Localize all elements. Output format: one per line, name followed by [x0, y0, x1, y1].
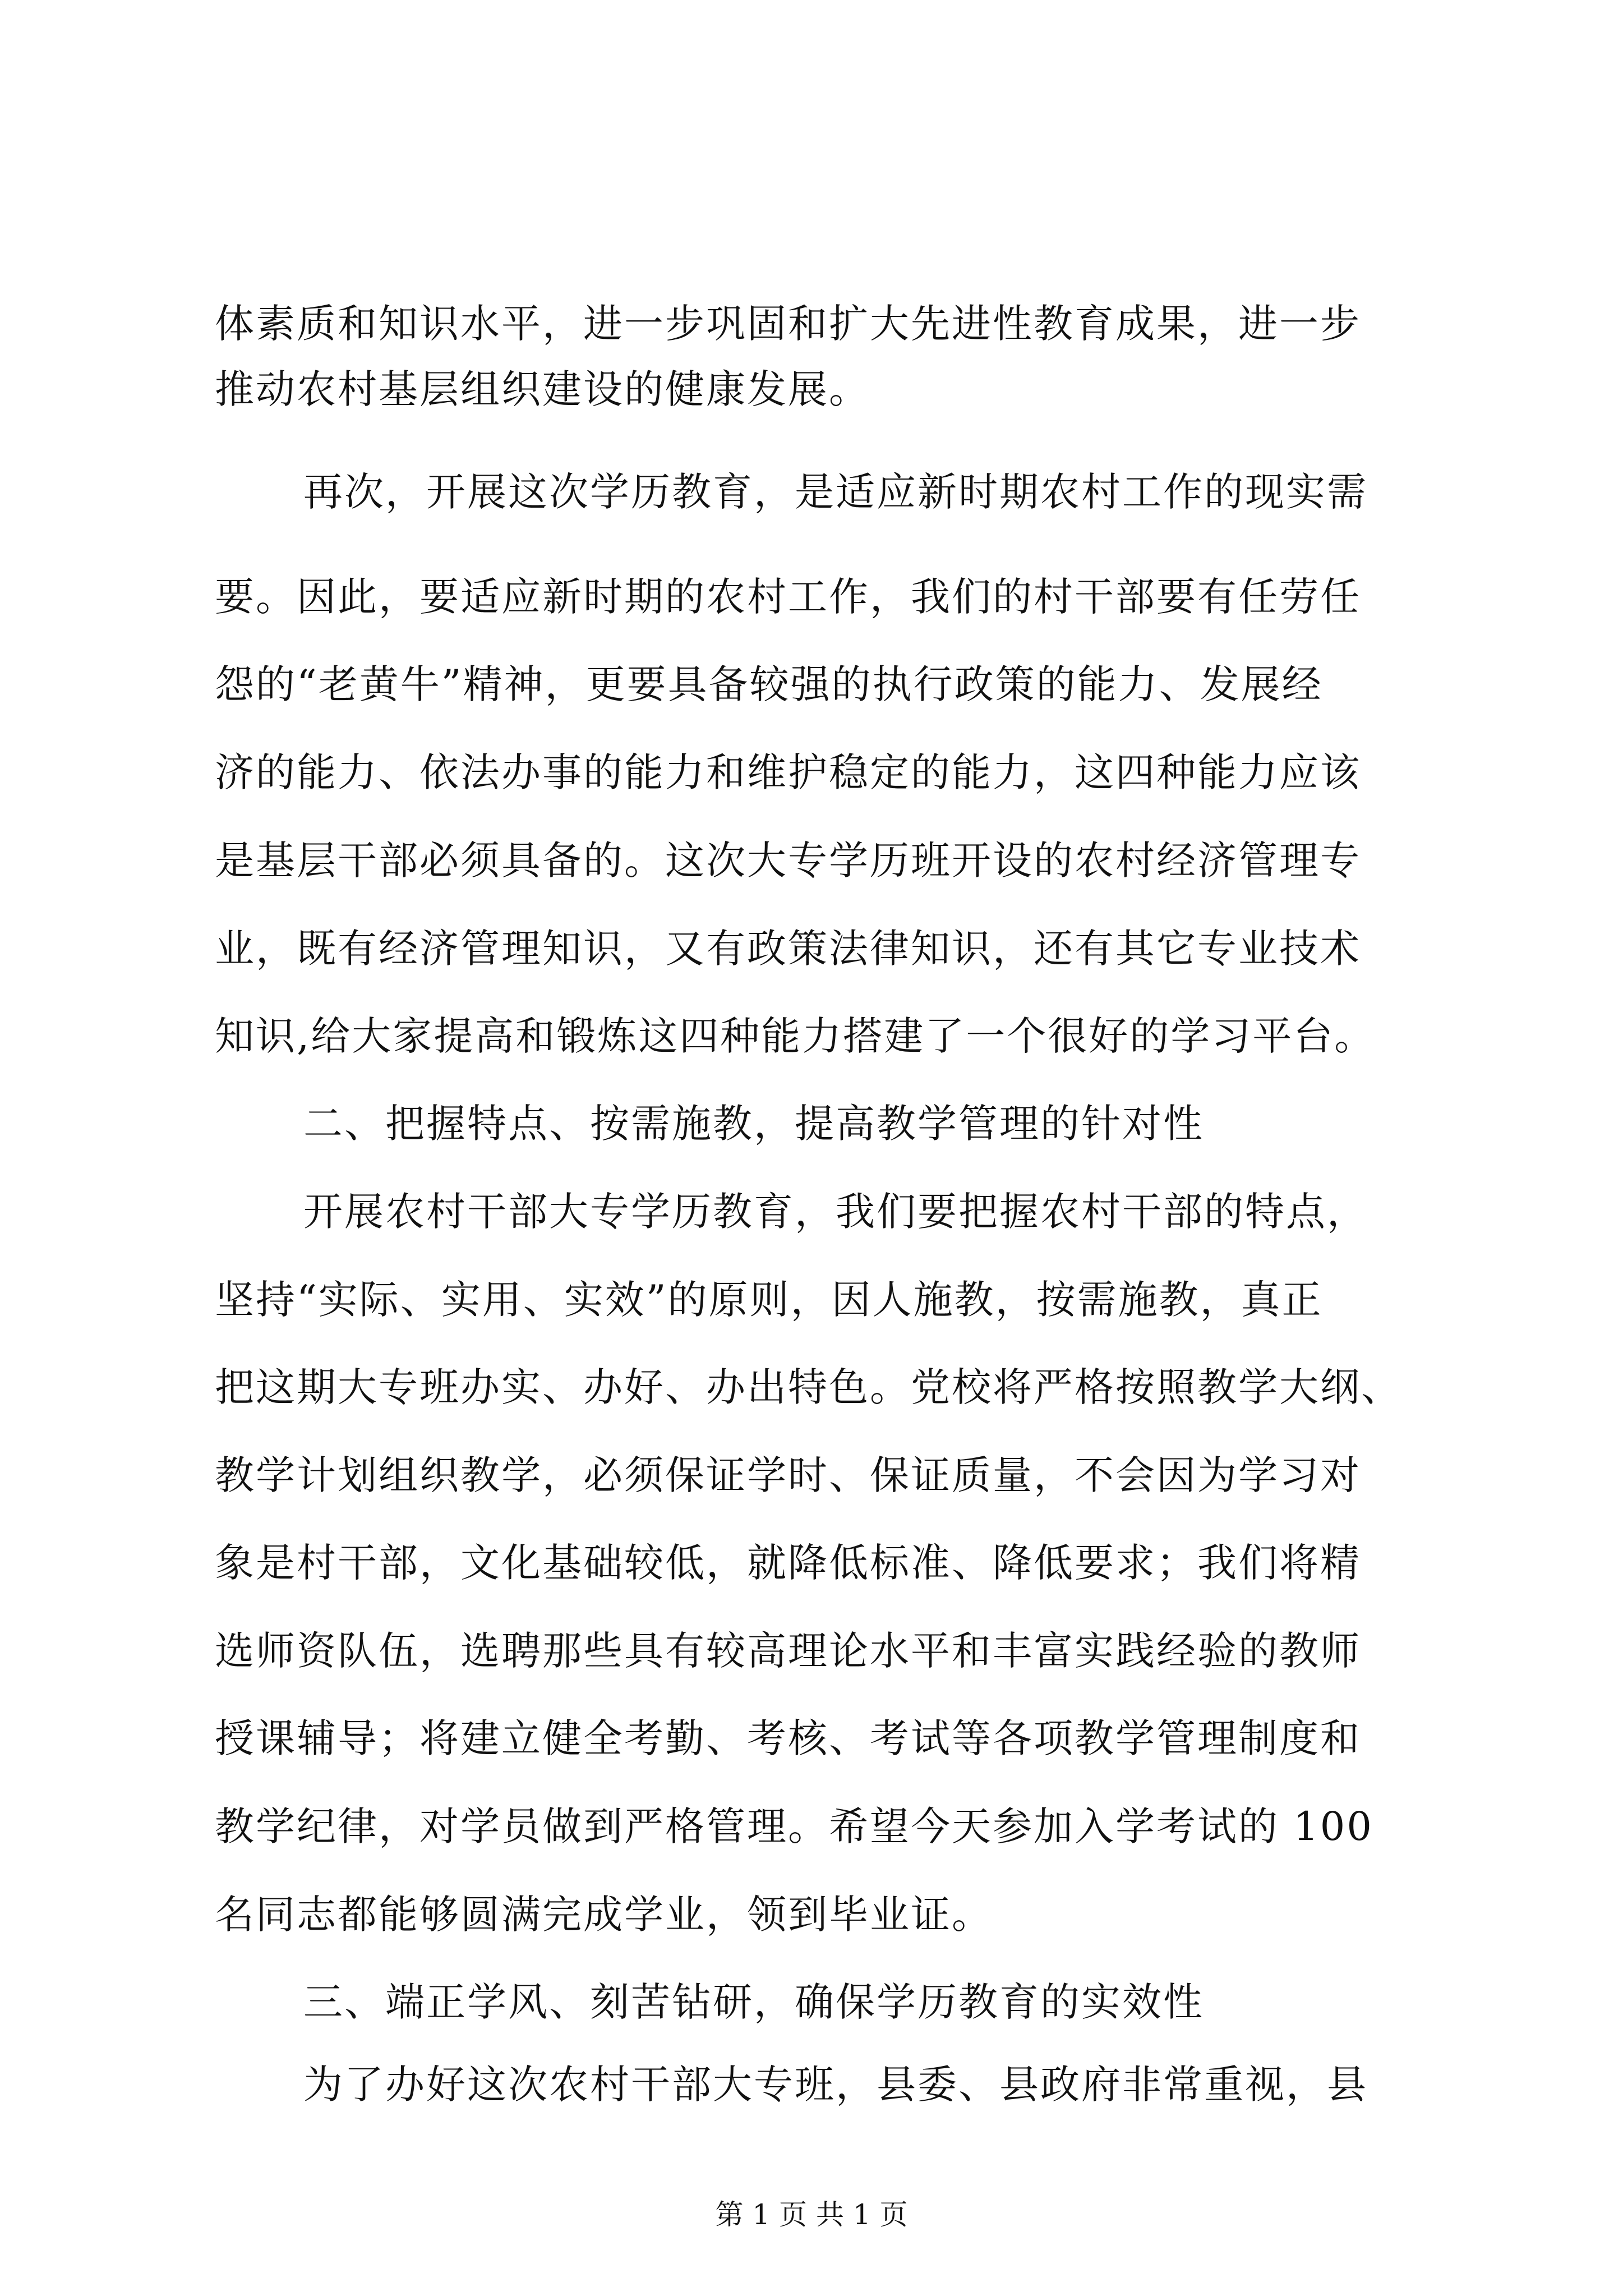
body-line-6: 济的能力、依法办事的能力和维护稳定的能力，这四种能力应该	[215, 749, 1361, 795]
body-line-17: 授课辅导；将建立健全考勤、考核、考试等各项教学管理制度和	[215, 1715, 1361, 1761]
body-line-9: 知识,给大家提高和锻炼这四种能力搭建了一个很好的学习平台。	[215, 1013, 1376, 1059]
body-line-5: 怨的“老黄牛”精神，更要具备较强的执行政策的能力、发展经	[215, 661, 1323, 707]
body-line-7: 是基层干部必须具备的。这次大专学历班开设的农村经济管理专	[215, 838, 1361, 884]
body-line-18: 教学纪律，对学员做到严格管理。希望今天参加入学考试的 100	[215, 1803, 1373, 1849]
body-line-3: 再次，开展这次学历教育，是适应新时期农村工作的现实需	[303, 469, 1368, 515]
body-line-15: 象是村干部，文化基础较低，就降低标准、降低要求；我们将精	[215, 1540, 1361, 1586]
body-line-8: 业，既有经济管理知识，又有政策法律知识，还有其它专业技术	[215, 926, 1361, 972]
body-line-13: 把这期大专班办实、办好、办出特色。党校将严格按照教学大纲、	[215, 1364, 1402, 1410]
body-line-11: 开展农村干部大专学历教育，我们要把握农村干部的特点，	[303, 1189, 1368, 1235]
page-footer: 第 1 页 共 1 页	[715, 2198, 908, 2231]
body-line-21: 为了办好这次农村干部大专班，县委、县政府非常重视，县	[303, 2062, 1368, 2108]
body-line-1: 体素质和知识水平，进一步巩固和扩大先进性教育成果，进一步	[215, 301, 1361, 347]
body-line-14: 教学计划组织教学，必须保证学时、保证质量，不会因为学习对	[215, 1452, 1361, 1498]
body-line-4: 要。因此，要适应新时期的农村工作，我们的村干部要有任劳任	[215, 574, 1361, 620]
section-heading-2: 二、把握特点、按需施教，提高教学管理的针对性	[303, 1101, 1204, 1147]
body-line-12: 坚持“实际、实用、实效”的原则，因人施教，按需施教，真正	[215, 1277, 1323, 1323]
section-heading-3: 三、端正学风、刻苦钻研，确保学历教育的实效性	[303, 1979, 1204, 2025]
body-line-19: 名同志都能够圆满完成学业，领到毕业证。	[215, 1892, 993, 1938]
body-line-2: 推动农村基层组织建设的健康发展。	[215, 366, 870, 412]
body-line-16: 选师资队伍，选聘那些具有较高理论水平和丰富实践经验的教师	[215, 1628, 1361, 1674]
